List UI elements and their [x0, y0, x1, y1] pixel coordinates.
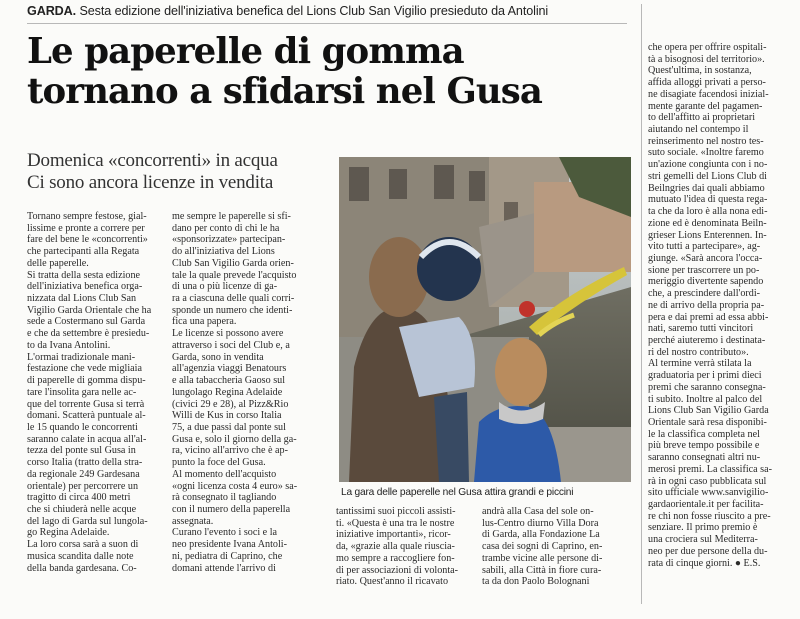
body-column-1 [27, 211, 157, 574]
subheadline-line-1: Domenica «concorrenti» in acqua [27, 150, 278, 171]
paragraph: Curano l'evento i soci e la neo presidente Ivana Antoli- ni, pediatra di Caprino, che domani attende l'arrivo di [172, 527, 287, 574]
paragraph: La loro corsa sarà a suon di musica scandita dalle note della banda gardesana. Co- [27, 539, 139, 574]
kicker: GARDA. [27, 4, 77, 18]
paragraph: Quest'ultima, in sostanza, affida alloggi privati a perso- ne disagiate facendosi inizial- mente garante del pagamen- to dell'affitto ai proprietari aiutando nel contempo il reinserimento nel nostro tes- suto sociale. «Inoltre faremo un'azione congiunta con i no- stri gemelli del Lions Club di Beilngries dai quali abbiamo mutuato l'idea di questa rega- ta che da loro è alla nona edi- zione ed è denominata Beiln- grieser Lions Enterennen. In- vito tutti a partecipare», ag- giunge. «Sarà ancora l'occa- sione per trascorrere un po- meriggio divertente sapendo che, a prescindere dall'ordi- ne di arrivo della propria pa- pera e dai premi ad essa abbi- nati, saremo tutti vincitori perché aiuteremo i destinata- ri del nostro contributo». [648, 65, 769, 358]
overline [27, 4, 622, 20]
headline-line-2: tornano a sfidarsi nel Gusa [27, 71, 542, 112]
body-column-4 [482, 506, 625, 588]
column-divider [641, 4, 642, 604]
article-photo [339, 157, 631, 482]
paragraph: Si tratta della sesta edizione dell'iniziativa benefica orga- nizzata dal Lions Club San Vigilio Garda Orientale che ha sede a Costermano sul Garda e che da settembre è presiedu- to da Ivana Antolini. [27, 269, 152, 351]
headline [27, 32, 617, 112]
paragraph: Le licenze si possono avere attraverso i soci del Club e, a Garda, sono in vendita all'agenzia viaggi Benatours e alla tabaccheria Gaoso sul lungolago Regina Adelaide (civici 29 e 28), al Pizz&Rio Willi de Kus in corso Italia 75, a due passi dal ponte sul Gusa e, solo il giorno della ga- ra, vicino all'arrivo che è ap- punto la foce del Gusa. [172, 328, 297, 469]
paragraph: me sempre le paperelle si sfi- dano per conto di chi le ha «sponsorizzate» partecipan- do all'iniziativa del Lions Club San Vigilio Garda orien- tale la quale prevede l'acquisto di una o più licenze di ga- ra a ciascuna delle quali corri- sponde un numero che identi- fica una papera. [172, 211, 297, 328]
paragraph: tantissimi suoi piccoli assisti- ti. «Questa è una tra le nostre iniziative importanti», ricor- da, «grazie alla quale riuscia- mo sempre a raccogliere fon- di per associazioni di volonta- riato. Quest'anno il ricavato [336, 506, 459, 588]
subheadline-line-2: Ci sono ancora licenze in vendita [27, 172, 274, 193]
body-column-3 [336, 506, 474, 588]
paragraph: Al termine verrà stilata la graduatoria per i primi dieci premi che saranno consegna- ti subito. Inoltre al palco del Lions Club San Vigilio Garda Orientale sarà resa disponibi- le la classifica completa nel più breve tempo possibile e saranno consegnati altri nu- merosi premi. La classifica sa- rà in ogni caso pubblicata sul sito ufficiale www.sanvigilio- gardaorientale.it per facilita- re chi non fosse riuscito a pre- senziare. Il primo premio è una crociera sul Mediterra- neo per due persone della du- rata di cinque giorni. ● E.S. [648, 358, 772, 569]
overline-rule [27, 23, 627, 24]
subheadline [27, 150, 332, 194]
photo-caption: La gara delle paperelle nel Gusa attira grandi e piccini [341, 487, 574, 498]
paragraph: che opera per offrire ospitali- tà a bisognosi del territorio». [648, 42, 767, 65]
photo-illustration [339, 157, 631, 482]
body-column-2 [172, 211, 330, 574]
paragraph: Tornano sempre festose, gial- lissime e pronte a correre per fare del bene le «concorrenti» che partecipanti alla Regata delle paperelle. [27, 211, 148, 269]
headline-line-1: Le paperelle di gomma [27, 31, 464, 72]
overline-text: Sesta edizione dell'iniziativa benefica del Lions Club San Vigilio presieduto da Antolini [76, 4, 549, 18]
body-column-5 [648, 42, 784, 569]
paragraph: Al momento dell'acquisto «ogni licenza costa 4 euro» sa- rà consegnato il tagliando con il numero della paperella assegnata. [172, 468, 298, 527]
paragraph: L'ormai tradizionale mani- festazione che vede migliaia di paperelle di gomma dispu- tare l'insolita gara nelle ac- que del torrente Gusa si terrà domani. Scatterà puntuale al- le 15 quando le concorrenti saranno calate in acqua all'al- tezza del ponte sul Gusa in corso Italia (tratto della stra- da regionale 249 Gardesana orientale) per percorrere un tragitto di circa 400 metri che si chiuderà nelle acque del lago di Garda sul lungola- go Regina Adelaide. [27, 351, 148, 539]
paragraph: andrà alla Casa del sole on- lus-Centro diurno Villa Dora di Garda, alla Fondazione La casa dei sogni di Caprino, en- trambe vicine alle persone di- sabili, alla Città in fiore cura- ta da don Paolo Bolognani [482, 506, 603, 588]
